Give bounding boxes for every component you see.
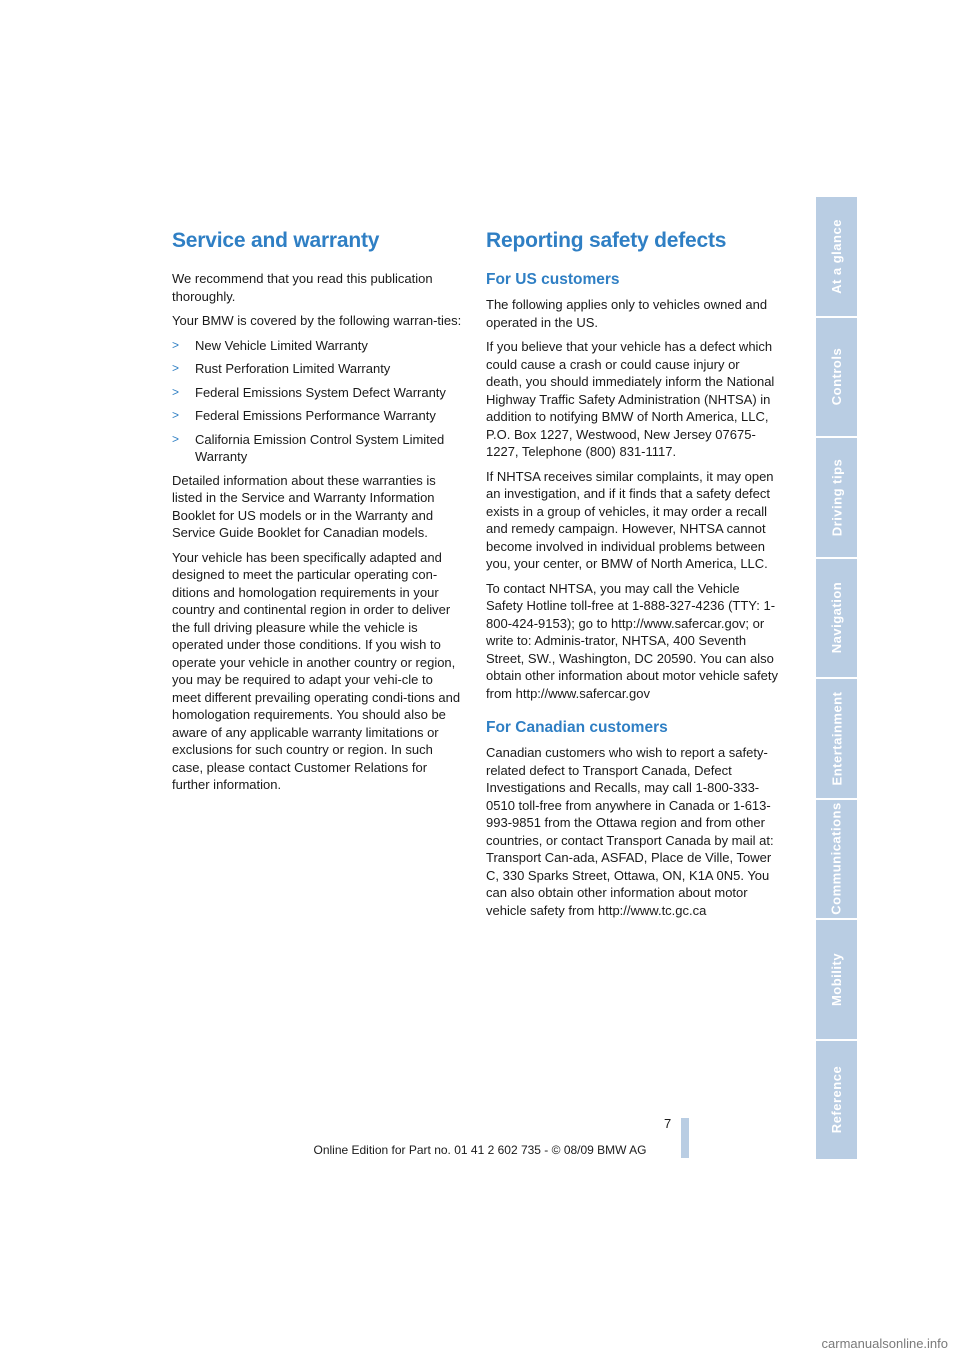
sidebar-item-mobility[interactable]: Mobility (816, 920, 857, 1041)
bullet-arrow-icon: > (172, 384, 180, 399)
sidebar-item-communications[interactable]: Communications (816, 800, 857, 921)
covered-paragraph: Your BMW is covered by the following warran-ties: (172, 313, 462, 328)
us-paragraph-4: To contact NHTSA, you may call the Vehicle Safety Hotline toll-free at 1-888-327-4236 (TTY: 1-800-424-9153); go to http://www.safercar.gov; or write to: Adminis-trator, NHTSA, 400 Seventh Street, SW., Washington, DC 20590. You can also obtain other information about motor vehicle safety from http://www.safercar.gov (486, 580, 778, 701)
bullet-arrow-icon: > (172, 361, 180, 375)
bullet-arrow-icon: > (172, 408, 180, 422)
list-item: > Federal Emissions System Defect Warranty (172, 384, 446, 400)
watermark-text: carmanualsonline.info (821, 1336, 948, 1351)
warranty-list (172, 337, 464, 466)
us-paragraph-2: If you believe that your vehicle has a defect which could cause a crash or could cause injury or death, you should immediately inform the National Highway Traffic Safety Administration (NHTSA) in addition to notifying BMW of North America, LLC, P.O. Box 1227, Westwood, New Jersey 07675-1227, Telephone (800) 831-1117. (486, 339, 775, 459)
left-column (172, 226, 464, 801)
sidebar-item-at-a-glance[interactable]: At a glance (816, 197, 857, 318)
intro-paragraph: We recommend that you read this publication thoroughly. (172, 271, 433, 304)
sidebar-item-reference[interactable]: Reference (816, 1041, 857, 1160)
reporting-defects-heading: Reporting safety defects (486, 229, 727, 252)
sidebar-item-navigation[interactable]: Navigation (816, 559, 857, 680)
list-item: > Federal Emissions Performance Warranty (172, 408, 436, 423)
us-customers-heading: For US customers (486, 271, 620, 288)
list-item: > New Vehicle Limited Warranty (172, 337, 368, 353)
us-paragraph-3: If NHTSA receives similar complaints, it may open an investigation, and if it finds that a safety defect exists in a group of vehicles, it may order a recall and remedy campaign. However, NHTSA cannot become involved in individual problems between you, your center, or BMW of North America, LLC. (486, 468, 774, 571)
us-paragraph-1: The following applies only to vehicles owned and operated in the US. (486, 297, 768, 330)
chapter-sidebar (816, 197, 857, 1159)
bullet-arrow-icon: > (172, 431, 180, 446)
details-paragraph: Detailed information about these warranties is listed in the Service and Warranty Information Booklet for US models or in the Warranty and Service Guide Booklet for Canadian models. (172, 472, 436, 540)
list-item: > Rust Perforation Limited Warranty (172, 361, 391, 376)
sidebar-item-entertainment[interactable]: Entertainment (816, 679, 857, 800)
sidebar-item-controls[interactable]: Controls (816, 318, 857, 439)
bullet-arrow-icon: > (172, 337, 180, 352)
edition-footer: Online Edition for Part no. 01 41 2 602 735 - © 08/09 BMW AG (313, 1143, 647, 1157)
service-warranty-heading: Service and warranty (172, 229, 380, 252)
page-number: 7 (664, 1116, 672, 1131)
sidebar-item-driving-tips[interactable]: Driving tips (816, 438, 857, 559)
list-item: > California Emission Control System Limited Warranty (172, 431, 445, 464)
adapted-paragraph: Your vehicle has been specifically adapted and designed to meet the particular operating con-ditions and homologation requirements in your country and continental region in order to deliver the full driving pleasure while the vehicle is operated under those conditions. If you wish to operate your vehicle in another country or region, you may be required to adapt your vehi-cle to meet different prevailing operating condi-tions and homologation requirements. You should also be aware of any applicable warranty limitations or exclusions for such country or region. In such case, please contact Customer Relations for further information. (172, 549, 461, 792)
right-column (486, 226, 778, 926)
canadian-customers-heading: For Canadian customers (486, 719, 668, 736)
canada-paragraph: Canadian customers who wish to report a safety-related defect to Transport Canada, Defect Investigations and Recalls, may call 1-800-333-0510 toll-free from anywhere in Canada or 1-613-993-9851 from the Ottawa region and from other countries, or contact Transport Canada by mail at: Transport Can-ada, ASFAD, Place de Ville, Tower C, 330 Sparks Street, Ottawa, ON, K1A 0N5. You can also obtain other information about motor vehicle safety from http://www.tc.gc.ca (486, 745, 774, 918)
